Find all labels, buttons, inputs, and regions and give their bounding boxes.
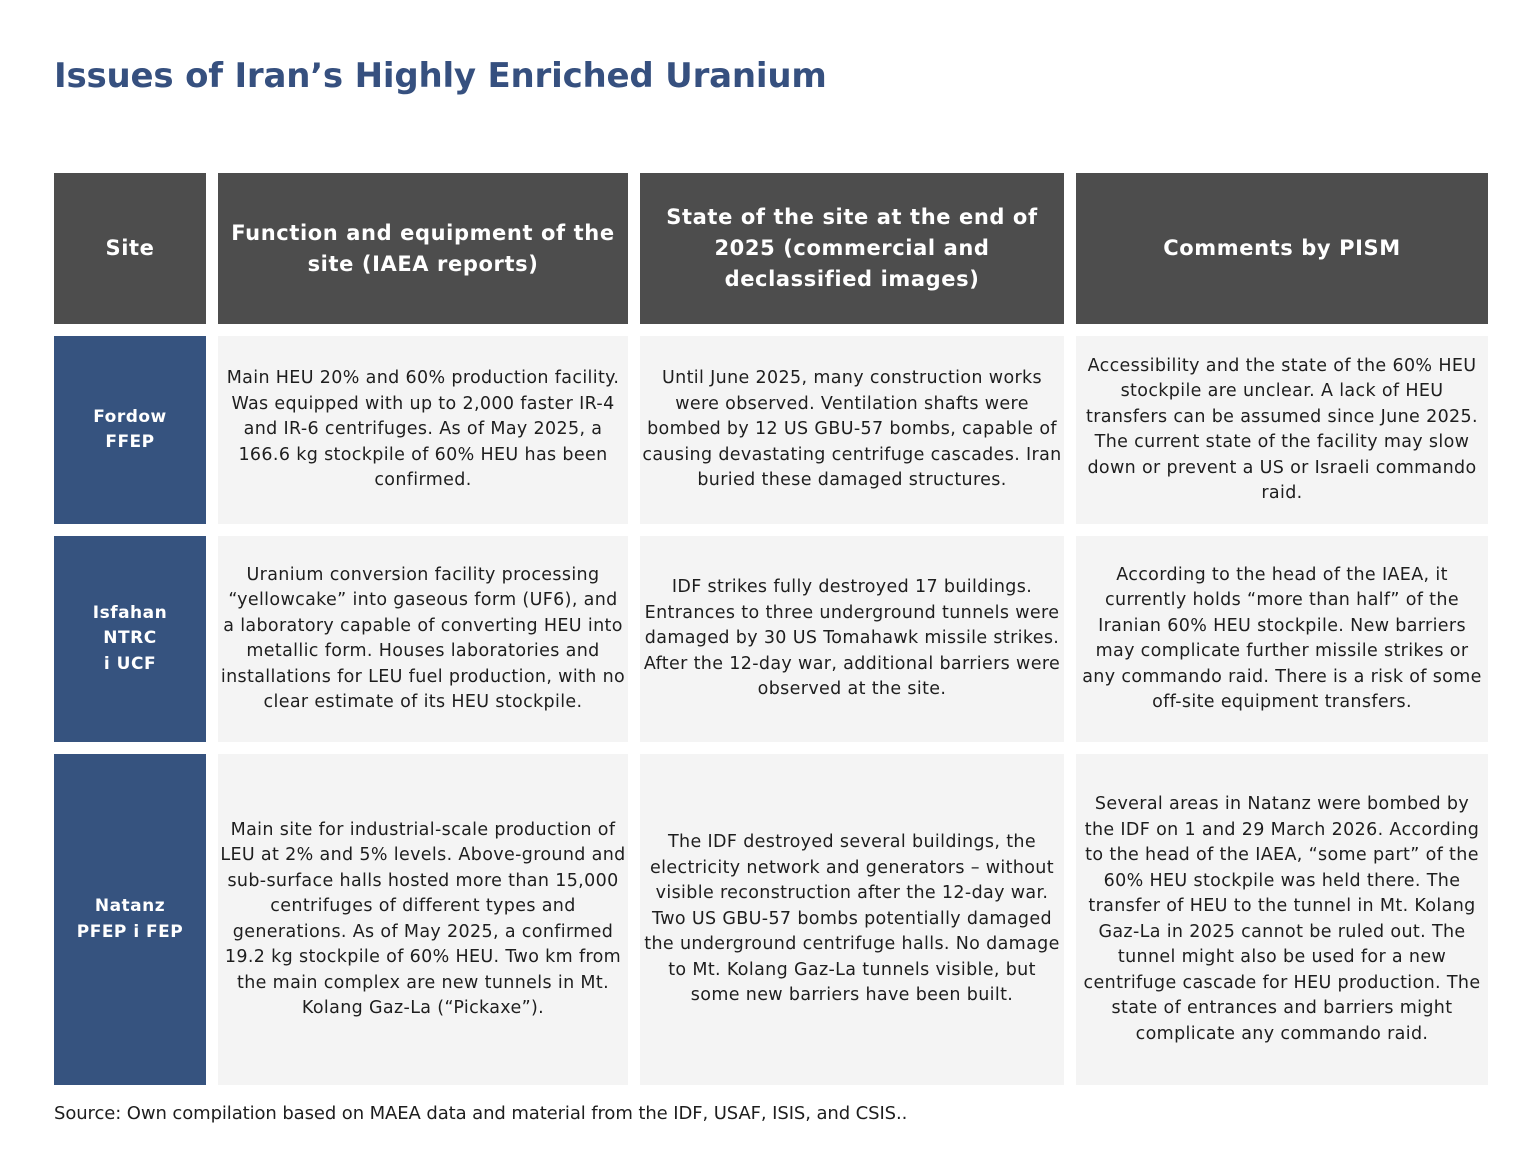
function-text-fordow: Main HEU 20% and 60% production facility. Was equipped with up to 2,000 faster IR-4 and IR-6 centrifuges. As of May 2025, a 166.6 kg stockpile of 60% HEU has been confirmed. (226, 368, 620, 491)
comments-cell-isfahan (1076, 536, 1488, 742)
state-cell-fordow (640, 336, 1064, 524)
source-note: Source: Own compilation based on MAEA data and material from the IDF, USAF, ISIS, and CSIS.. (54, 1103, 908, 1124)
comments-text-isfahan: According to the head of the IAEA, it currently holds “more than half” of the Iranian 60% HEU stockpile. New barriers may complicate further missile strikes or any commando raid. There is a risk of some off-site equipment transfers. (1082, 564, 1482, 712)
header-site (54, 173, 206, 324)
header-comments-label: Comments by PISM (1163, 236, 1401, 260)
header-state (640, 173, 1064, 324)
function-cell-isfahan (218, 536, 628, 742)
header-function (218, 173, 628, 324)
state-text-natanz: The IDF destroyed several buildings, the electricity network and generators – without visible reconstruction after the 12-day war. Two US GBU-57 bombs potentially damaged the underground centrifuge halls. No damage to Mt. Kolang Gaz-La tunnels visible, but some new barriers have been built. (644, 832, 1060, 1006)
header-state-label: State of the site at the end of 2025 (commercial and declassified images) (666, 205, 1038, 291)
comments-text-natanz: Several areas in Natanz were bombed by the IDF on 1 and 29 March 2026. According to the head of the IAEA, “some part” of the 60% HEU stockpile was held there. The transfer of HEU to the tunnel in Mt. Kolang Gaz-La in 2025 cannot be ruled out. The tunnel might also be used for a new centrifuge cascade for HEU production. The state of entrances and barriers might complicate any commando raid. (1083, 794, 1481, 1044)
comments-text-fordow: Accessibility and the state of the 60% HEU stockpile are unclear. A lack of HEU transfers can be assumed since June 2025. The current state of the facility may slow down or prevent a US or Israeli commando raid. (1086, 355, 1478, 503)
site-cell-fordow: Fordow FFEP (54, 336, 206, 524)
state-text-fordow: Until June 2025, many construction works were observed. Ventilation shafts were bombed by 12 US GBU-57 bombs, capable of causing devastating centrifuge cascades. Iran buried these damaged structures. (642, 368, 1062, 491)
site-cell-natanz: Natanz PFEP i FEP (54, 754, 206, 1085)
heu-table (54, 173, 1486, 1085)
header-comments (1076, 173, 1488, 324)
function-text-isfahan: Uranium conversion facility processing “yellowcake” into gaseous form (UF6), and a laboratory capable of converting HEU into metallic form. Houses laboratories and installations for LEU fuel production, with no clear estimate of its HEU stockpile. (220, 564, 626, 712)
comments-cell-natanz (1076, 754, 1488, 1085)
site-cell-isfahan: Isfahan NTRC i UCF (54, 536, 206, 742)
comments-cell-fordow (1076, 336, 1488, 524)
header-function-label: Function and equipment of the site (IAEA reports) (231, 220, 615, 276)
state-text-isfahan: IDF strikes fully destroyed 17 buildings. Entrances to three underground tunnels were damaged by 30 US Tomahawk missile strikes. After the 12-day war, additional barriers were observed at the site. (643, 577, 1061, 700)
function-cell-fordow (218, 336, 628, 524)
function-text-natanz: Main site for industrial-scale production of LEU at 2% and 5% levels. Above-ground and sub-surface halls hosted more than 15,000 centrifuges of different types and generations. As of May 2025, a confirmed 19.2 kg stockpile of 60% HEU. Two km from the main complex are new tunnels in Mt. Kolang Gaz-La (“Pickaxe”). (220, 819, 626, 1018)
state-cell-isfahan (640, 536, 1064, 742)
header-site-label: Site (105, 236, 155, 260)
function-cell-natanz (218, 754, 628, 1085)
page-title: Issues of Iran’s Highly Enriched Uranium (54, 56, 827, 96)
state-cell-natanz (640, 754, 1064, 1085)
